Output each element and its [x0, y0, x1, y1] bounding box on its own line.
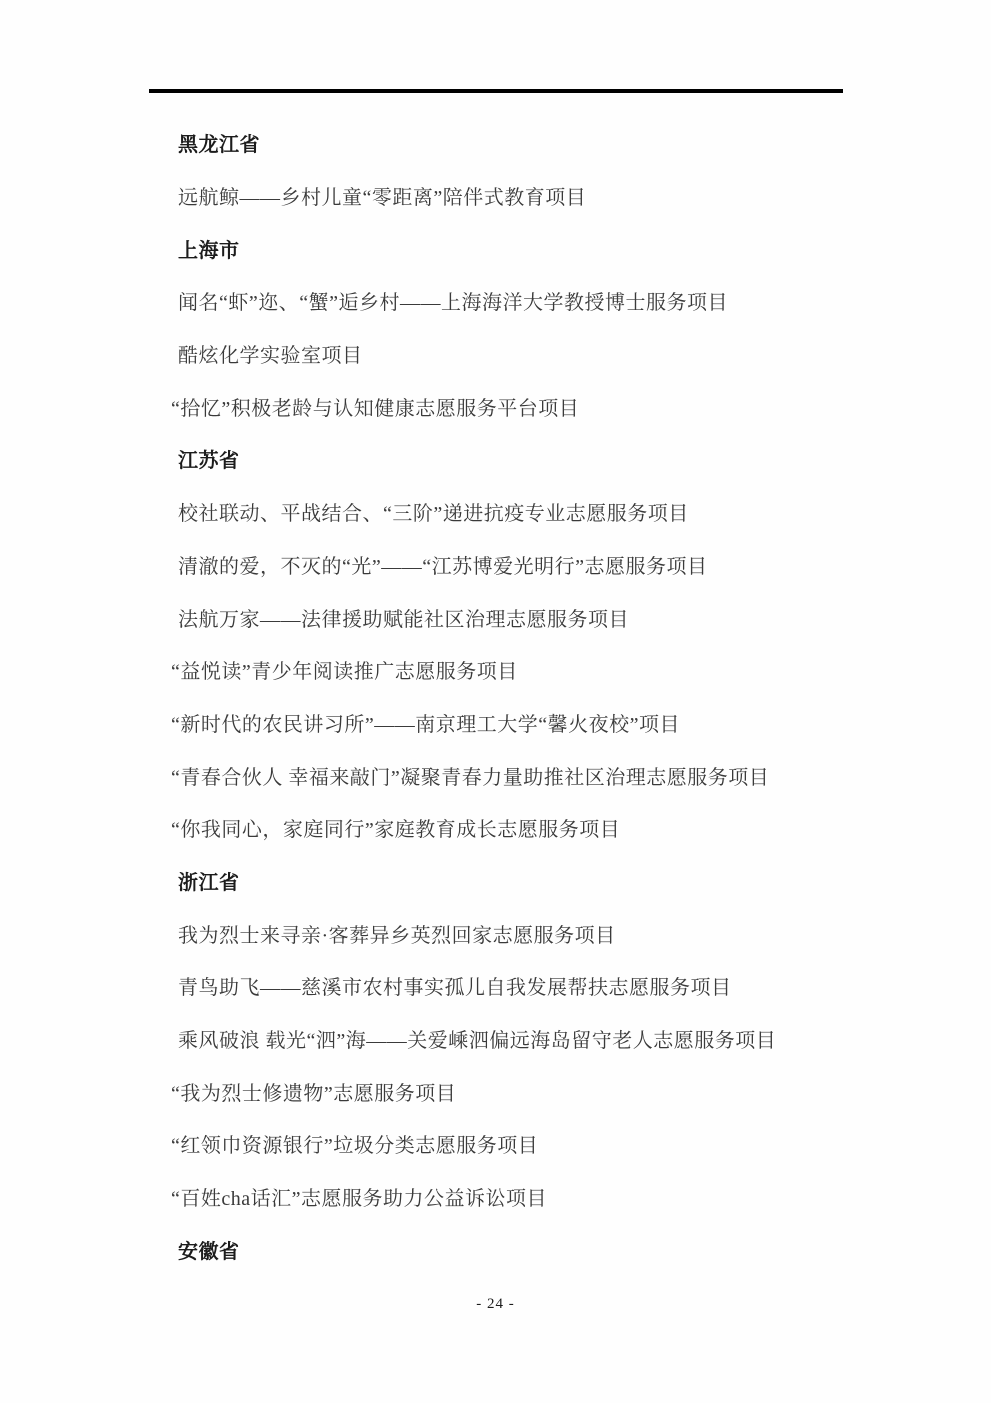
project-list: [171, 119, 911, 1278]
project-item: 清澈的爱，不灭的“光”——“江苏博爱光明行”志愿服务项目: [178, 555, 708, 578]
project-item: 酷炫化学实验室项目: [178, 345, 363, 368]
project-item: “益悦读”青少年阅读推广志愿服务项目: [171, 661, 518, 684]
project-item: “我为烈士修遗物”志愿服务项目: [171, 1082, 457, 1105]
project-item: “新时代的农民讲习所”——南京理工大学“馨火夜校”项目: [171, 713, 681, 736]
project-item: 青鸟助飞——慈溪市农村事实孤儿自我发展帮扶志愿服务项目: [178, 977, 732, 1000]
header-rule: [149, 89, 843, 93]
province-heading: 上海市: [178, 239, 240, 262]
province-heading: 安徽省: [178, 1240, 240, 1263]
province-heading: 江苏省: [178, 450, 240, 473]
project-item: “你我同心，家庭同行”家庭教育成长志愿服务项目: [171, 819, 621, 842]
page-number: - 24 -: [476, 1296, 515, 1312]
province-heading: 黑龙江省: [178, 134, 260, 157]
province-heading: 浙江省: [178, 871, 240, 894]
project-item: 闻名“虾”迩、“蟹”逅乡村——上海海洋大学教授博士服务项目: [178, 292, 729, 315]
project-item: “拾忆”积极老龄与认知健康志愿服务平台项目: [171, 397, 580, 420]
page-footer: [0, 1296, 991, 1313]
project-item: 乘风破浪 载光“泗”海——关爱嵊泗偏远海岛留守老人志愿服务项目: [178, 1030, 777, 1053]
project-item: “百姓cha话汇”志愿服务助力公益诉讼项目: [171, 1188, 548, 1211]
project-item: 我为烈士来寻亲·客葬异乡英烈回家志愿服务项目: [178, 924, 616, 947]
project-item: “青春合伙人 幸福来敲门”凝聚青春力量助推社区治理志愿服务项目: [171, 766, 770, 789]
project-item: 校社联动、平战结合、“三阶”递进抗疫专业志愿服务项目: [178, 503, 689, 526]
project-item: 法航万家——法律援助赋能社区治理志愿服务项目: [178, 608, 629, 631]
project-item: “红领巾资源银行”垃圾分类志愿服务项目: [171, 1135, 539, 1158]
project-item: 远航鲸——乡村儿童“零距离”陪伴式教育项目: [178, 187, 587, 210]
